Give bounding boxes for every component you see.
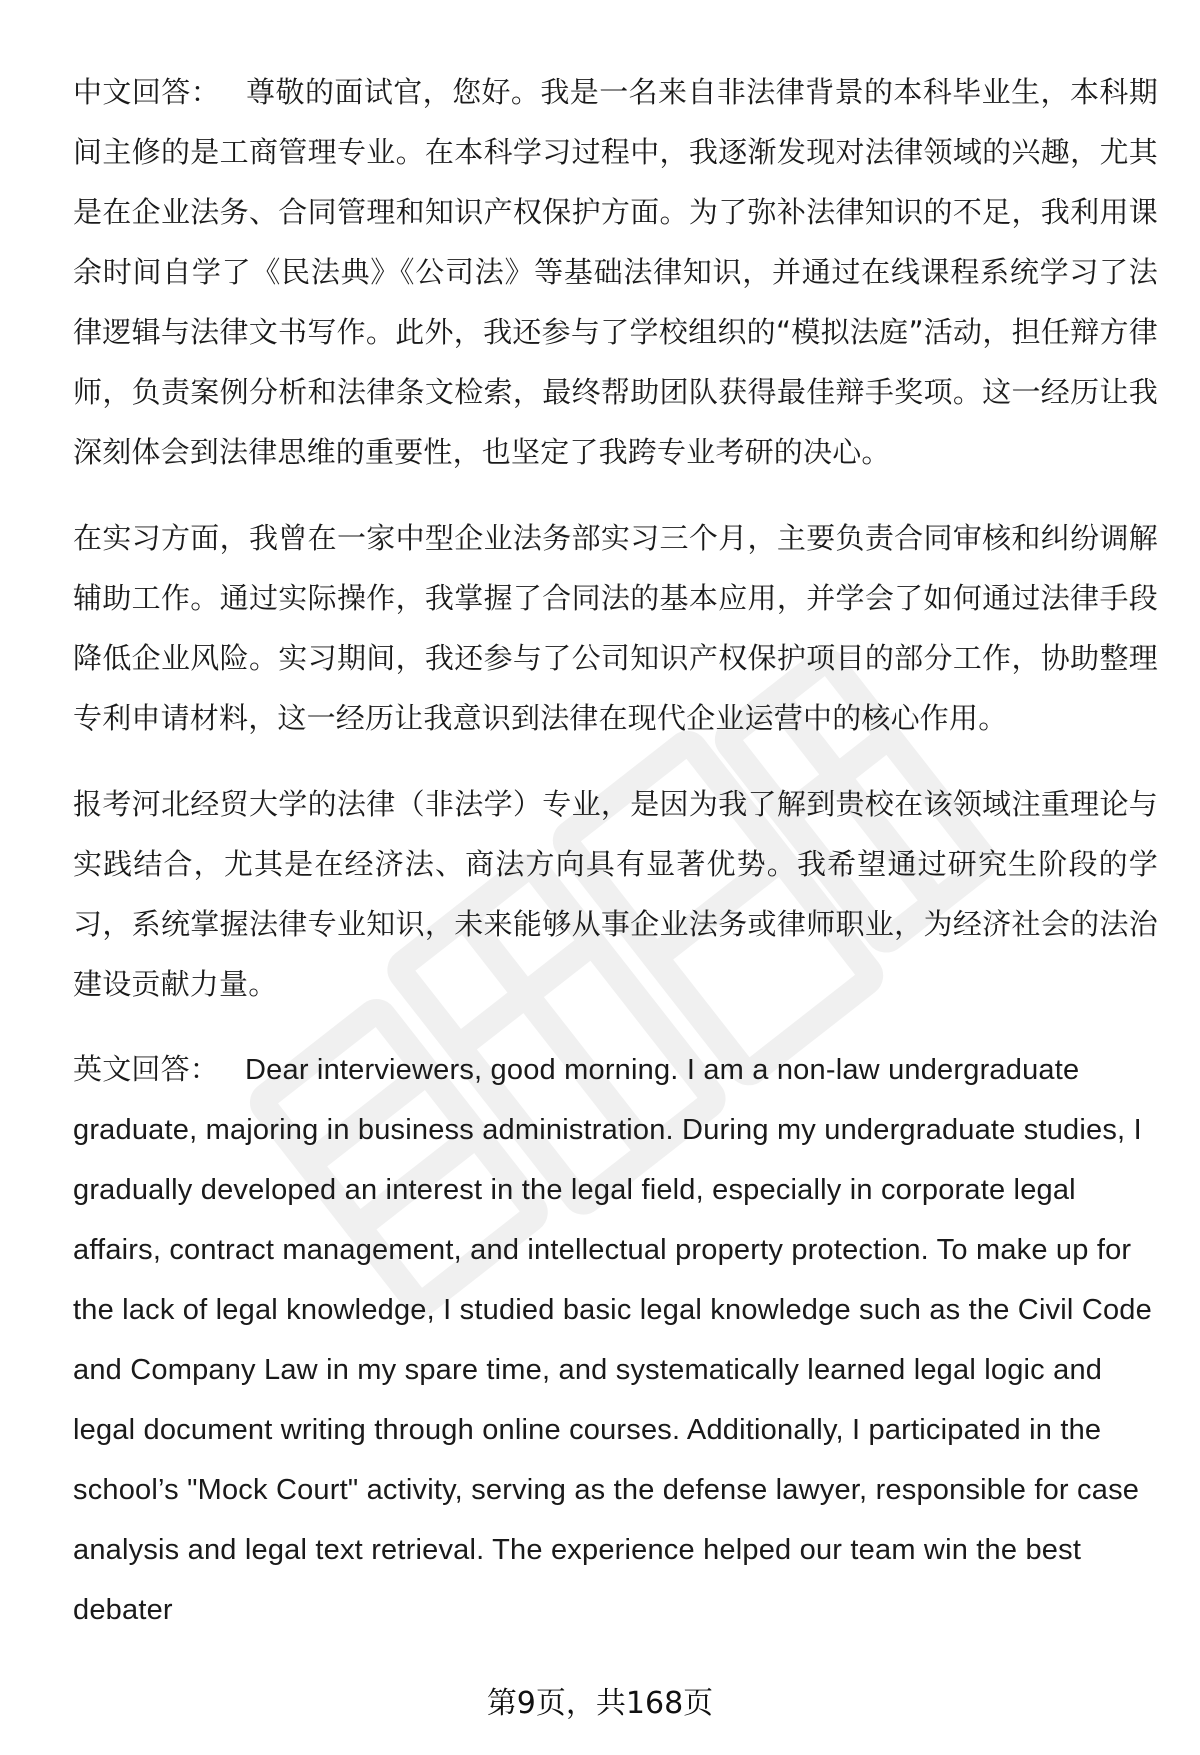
paragraph-text: 尊敬的面试官，您好。我是一名来自非法律背景的本科毕业生，本科期间主修的是工商管理专业。在本科学习过程中，我逐渐发现对法律领域的兴趣，尤其是在企业法务、合同管理和知识产权保护方面。为了弥补法律知识的不足，我利用课余时间自学了《民法典》《公司法》等基础法律知识，并通过在线课程系统学习了法律逻辑与法律文书写作。此外，我还参与了学校组织的“模拟法庭”活动，担任辩方律师，负责案例分析和法律条文检索，最终帮助团队获得最佳辩手奖项。这一经历让我深刻体会到法律思维的重要性，也坚定了我跨专业考研的决心。 xyxy=(73,75,1158,469)
page-number-footer: 第9页，共168页 xyxy=(486,1686,714,1721)
paragraph-internship xyxy=(73,508,1158,748)
paragraph-text: 在实习方面，我曾在一家中型企业法务部实习三个月，主要负责合同审核和纠纷调解辅助工作。通过实际操作，我掌握了合同法的基本应用，并学会了如何通过法律手段降低企业风险。实习期间，我还参与了公司知识产权保护项目的部分工作，协助整理专利申请材料，这一经历让我意识到法律在现代企业运营中的核心作用。 xyxy=(73,521,1158,735)
paragraph-application-reason xyxy=(73,774,1158,1014)
english-answer-label: 英文回答： xyxy=(73,1054,220,1086)
paragraph-chinese-answer-intro xyxy=(73,62,1158,482)
chinese-answer-label: 中文回答： xyxy=(73,75,221,109)
paragraph-english-answer xyxy=(73,1040,1158,1640)
paragraph-text: Dear interviewers, good morning. I am a non-law undergraduate graduate, majoring in business administration. During my undergraduate studies, I gradually developed an interest in the legal field, especially in corporate legal affairs, contract management, and intellectual property protection. To make up for the lack of legal knowledge, I studied basic legal knowledge such as the Civil Code and Company Law in my spare time, and systematically learned legal logic and legal document writing through online courses. Additionally, I participated in the school’s "Mock Court" activity, serving as the defense lawyer, responsible for case analysis and legal text retrieval. The experience helped our team win the best debater xyxy=(73,1054,1152,1626)
paragraph-text: 报考河北经贸大学的法律（非法学）专业，是因为我了解到贵校在该领域注重理论与实践结合，尤其是在经济法、商法方向具有显著优势。我希望通过研究生阶段的学习，系统掌握法律专业知识，未来能够从事企业法务或律师职业，为经济社会的法治建设贡献力量。 xyxy=(73,787,1158,1001)
document-body xyxy=(73,62,1158,1666)
